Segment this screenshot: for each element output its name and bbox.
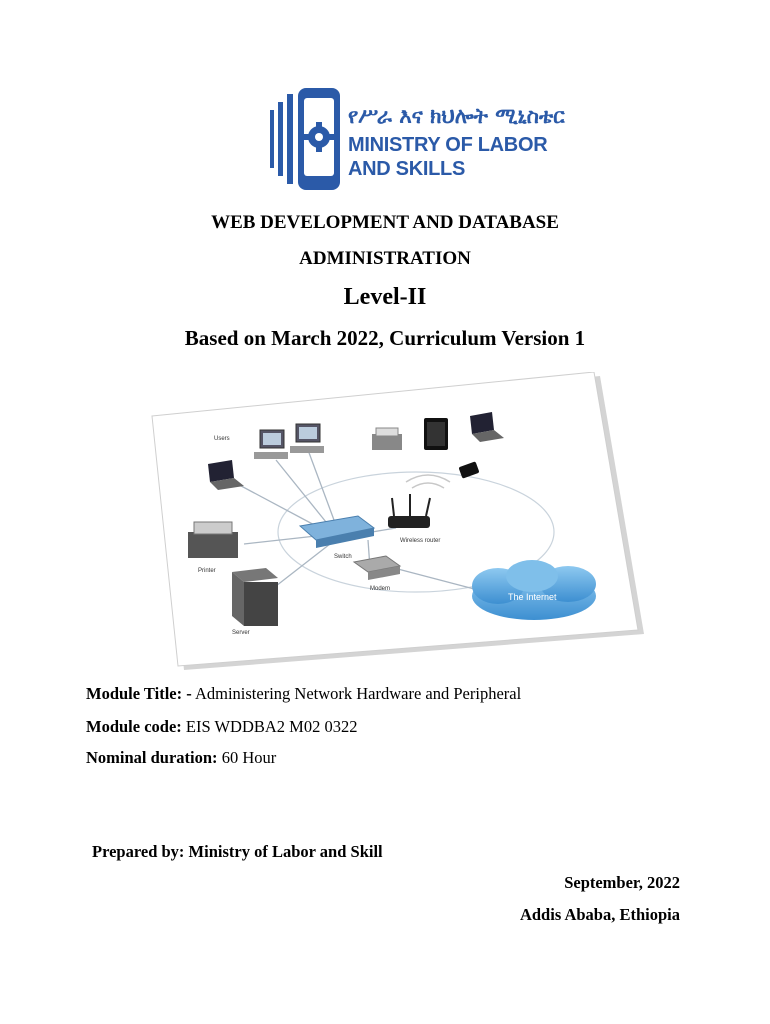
ministry-logo xyxy=(268,84,565,194)
prepared-by: Prepared by: Ministry of Labor and Skill xyxy=(92,842,383,861)
duration-label: Nominal duration: xyxy=(86,748,218,767)
logo-line-1: MINISTRY OF LABOR xyxy=(348,134,548,156)
switch-label: Switch xyxy=(334,554,352,560)
nominal-duration xyxy=(86,748,276,768)
duration-value: 60 Hour xyxy=(217,748,277,767)
logo-amharic-text: የሥራ እና ክህሎት ሚኒስቴር xyxy=(348,104,565,128)
server-label: Server xyxy=(232,630,250,636)
module-code-value: EIS WDDBA2 M02 0322 xyxy=(181,717,358,736)
printer-label: Printer xyxy=(198,568,216,574)
document-title-line-1: WEB DEVELOPMENT AND DATABASE xyxy=(211,212,559,233)
printer-icon xyxy=(188,522,238,558)
level-heading: Level-II xyxy=(343,284,427,310)
module-code xyxy=(86,717,357,737)
module-title-value: Administering Network Hardware and Peripheral xyxy=(191,684,522,703)
publication-date: September, 2022 xyxy=(564,873,680,892)
internet-cloud-icon xyxy=(472,560,596,620)
document-title-line-2: ADMINISTRATION xyxy=(299,248,471,269)
tablet-icon xyxy=(424,418,448,450)
users-label: Users xyxy=(214,436,230,442)
server-icon xyxy=(232,568,278,626)
logo-line-2: AND SKILLS xyxy=(348,158,466,180)
curriculum-heading: Based on March 2022, Curriculum Version 1 xyxy=(184,326,586,350)
module-title-label: Module Title: - xyxy=(86,684,192,703)
internet-label: The Internet xyxy=(508,592,557,602)
publication-place: Addis Ababa, Ethiopia xyxy=(519,905,680,924)
modem-label: Modem xyxy=(370,586,391,592)
wireless-router-label: Wireless router xyxy=(400,538,441,544)
phone-gear-icon xyxy=(268,84,348,194)
module-title xyxy=(86,684,521,704)
printer-icon xyxy=(372,428,402,450)
network-diagram xyxy=(148,372,646,670)
module-code-label: Module code: xyxy=(86,717,182,736)
